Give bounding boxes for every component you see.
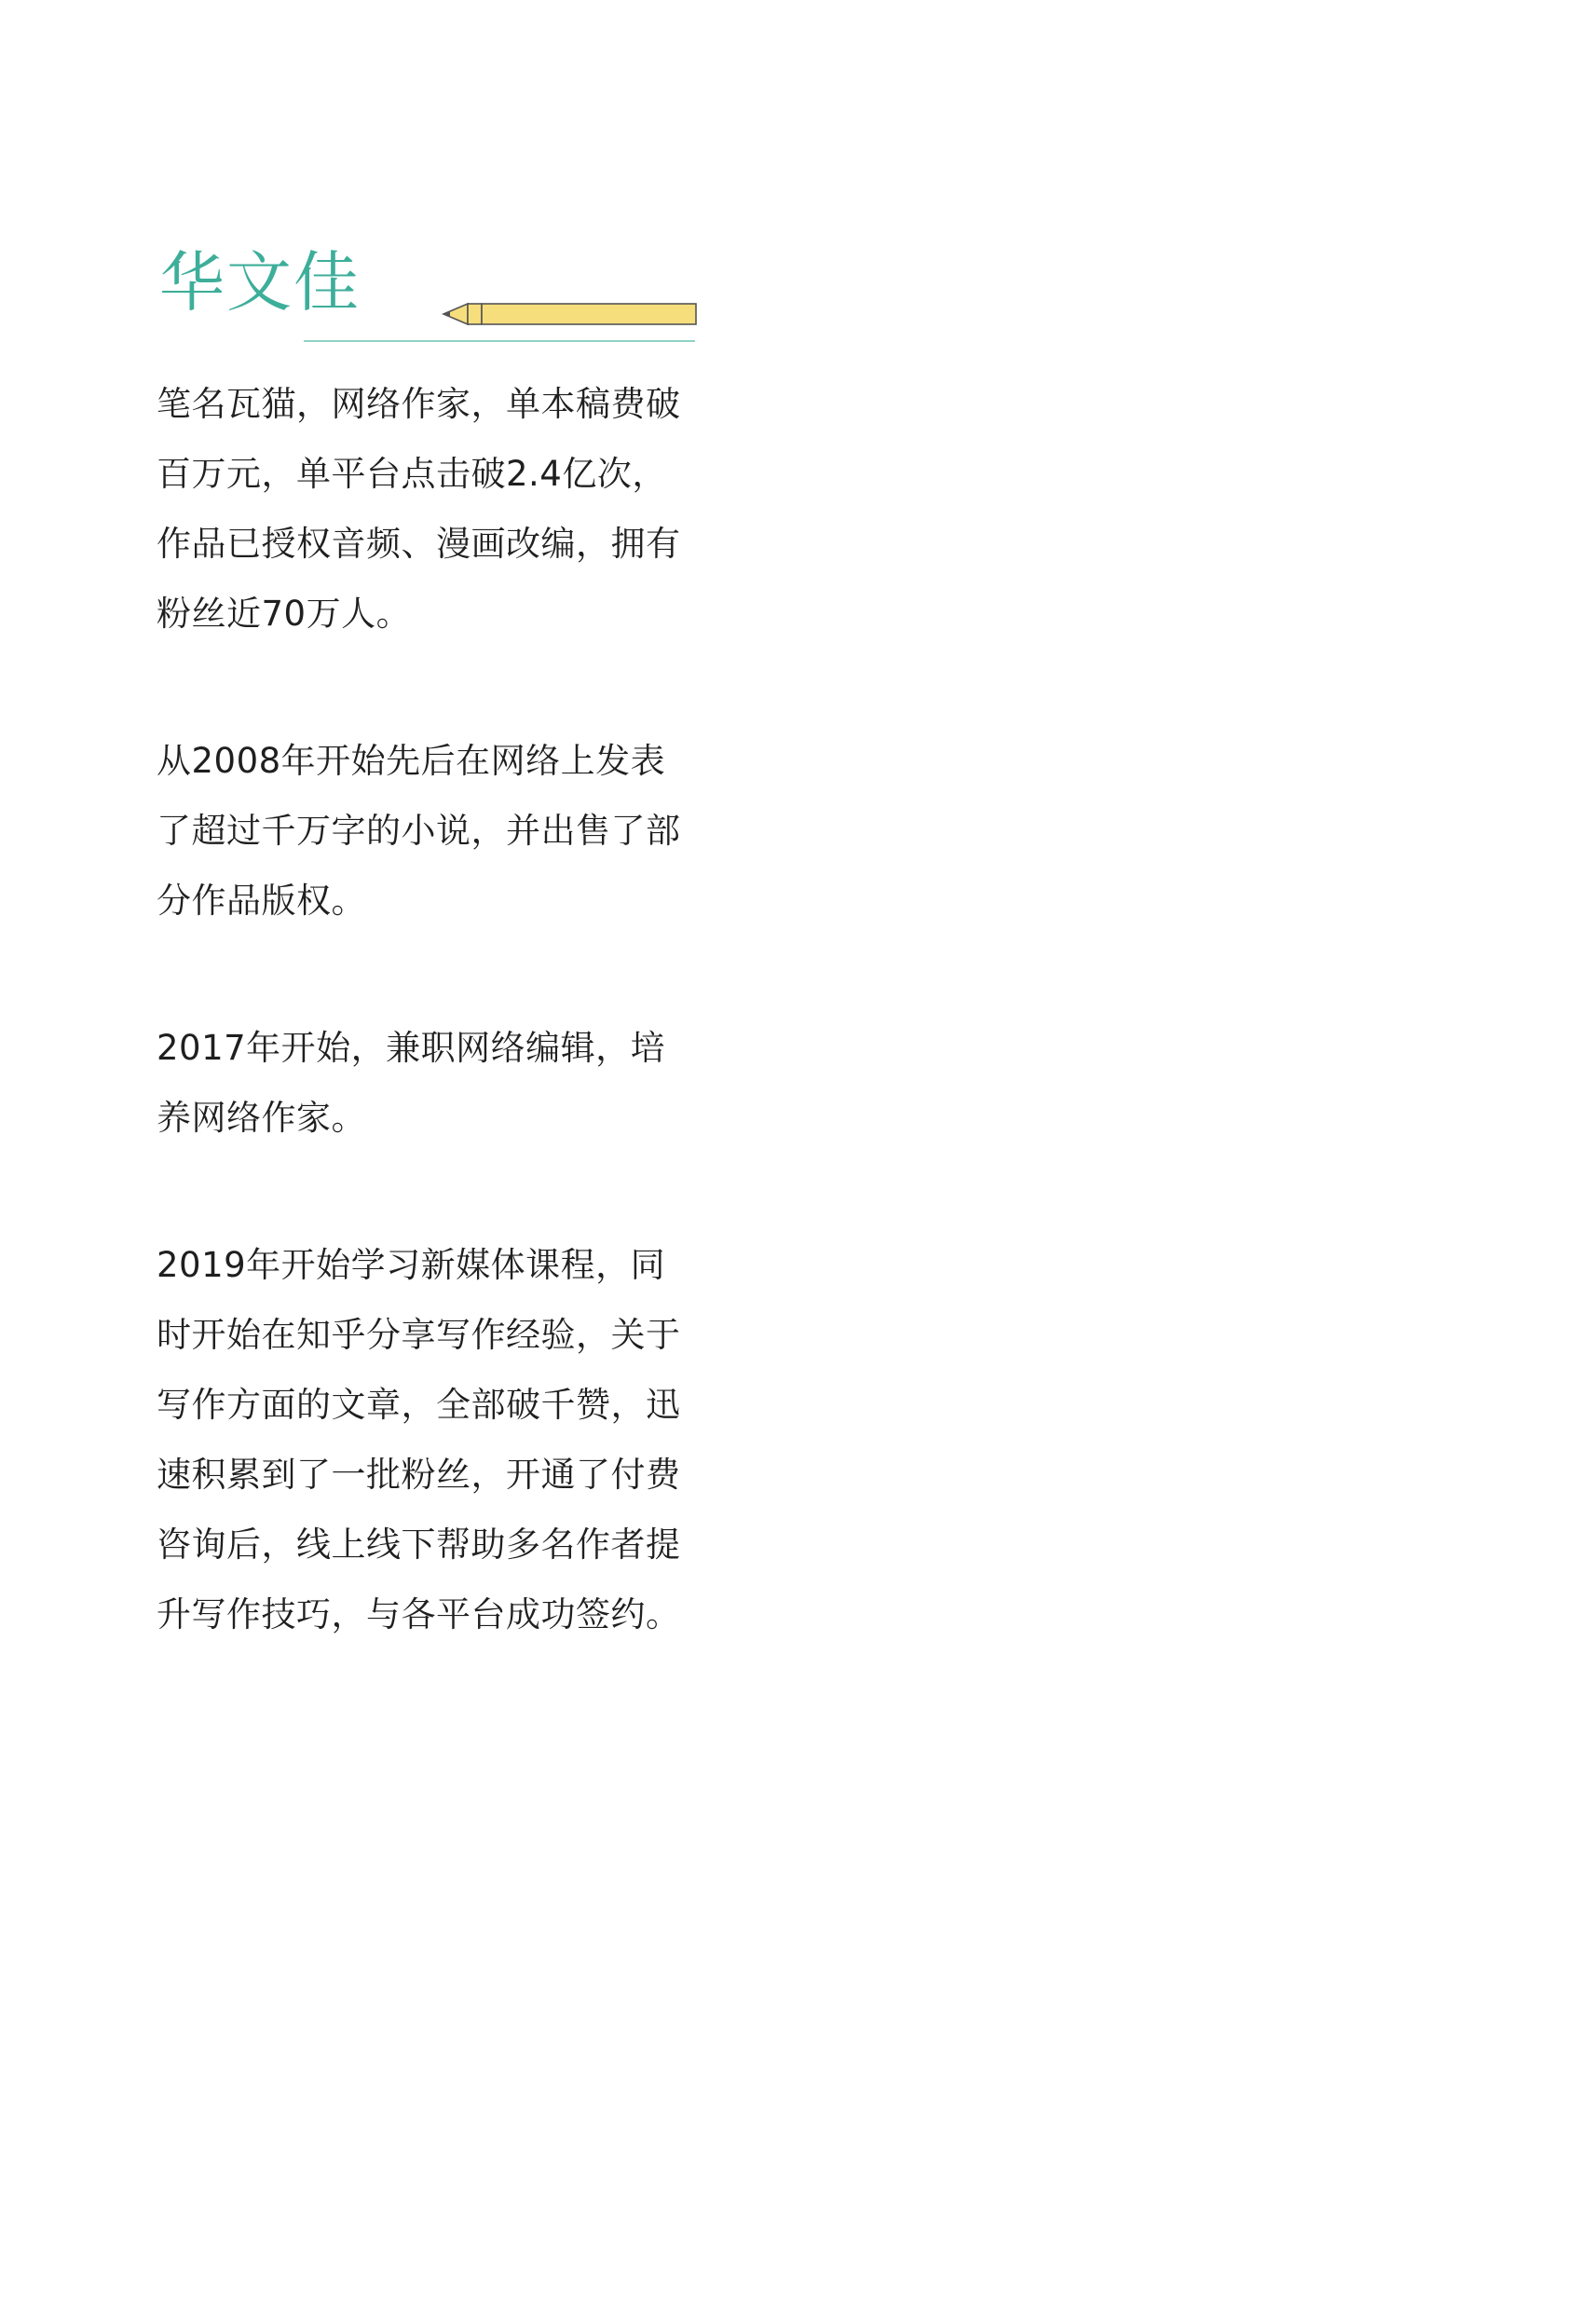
profile-name: 华文佳 xyxy=(159,244,361,321)
title-divider xyxy=(304,340,695,342)
pencil-icon xyxy=(442,302,698,326)
bio-content xyxy=(157,369,699,1727)
bio-paragraph-3: 2017年开始，兼职网络编辑，培养网络作家。 xyxy=(157,1028,666,1138)
bio-paragraph-2: 从2008年开始先后在网络上发表了超过千万字的小说，并出售了部分作品版权。 xyxy=(157,741,681,921)
bio-paragraph-4: 2019年开始学习新媒体课程，同时开始在知乎分享写作经验，关于写作方面的文章，全部破千赞，迅速积累到了一批粉丝，开通了付费咨询后，线上线下帮助多名作者提升写作技巧，与各平台成功签约。 xyxy=(157,1245,681,1634)
bio-paragraph-1: 笔名瓦猫，网络作家，单本稿费破百万元，单平台点击破2.4亿次，作品已授权音频、漫画改编，拥有粉丝近70万人。 xyxy=(157,384,681,634)
